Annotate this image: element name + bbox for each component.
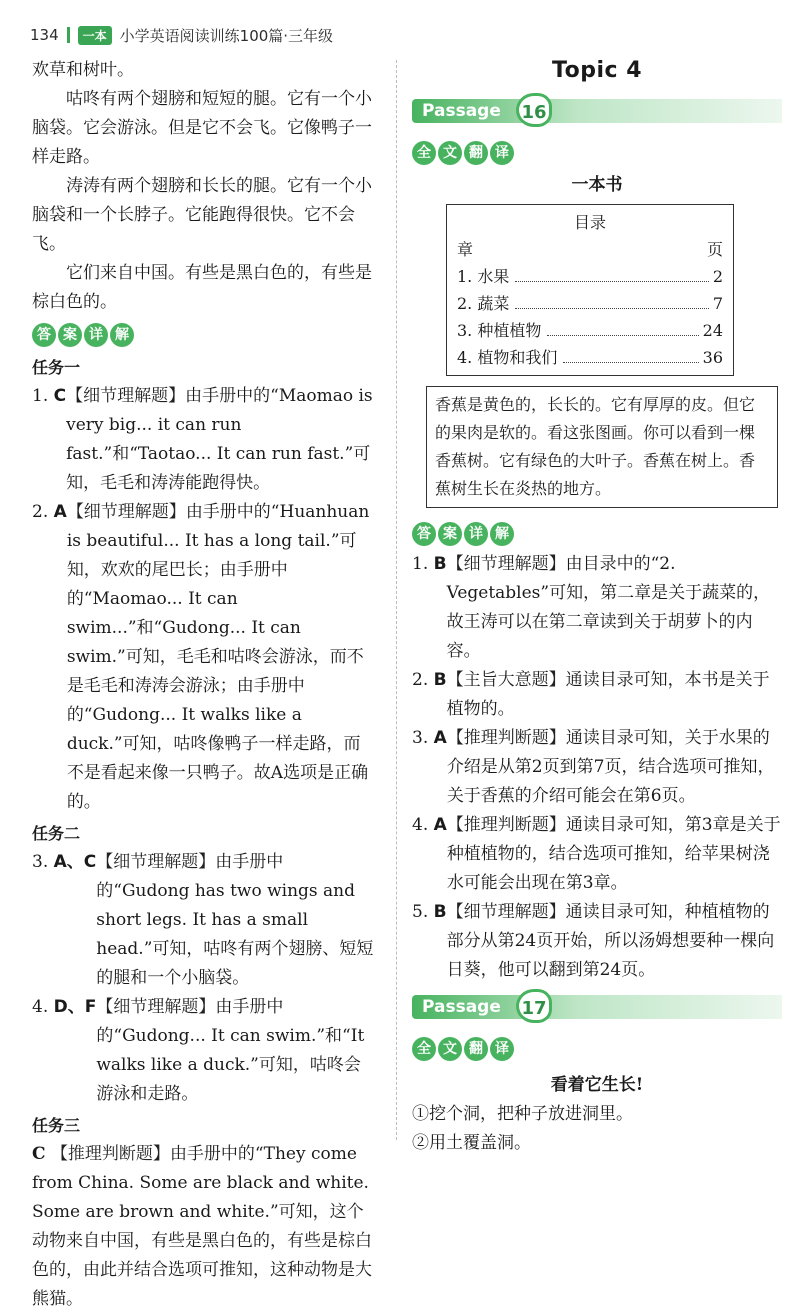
passage-16-banner bbox=[412, 93, 782, 127]
badge-char: 译 bbox=[490, 1037, 514, 1061]
book-title: 一本书 bbox=[571, 175, 623, 195]
badge-char: 翻 bbox=[464, 141, 488, 165]
question-number: 5. bbox=[412, 902, 429, 922]
question-type: 【细节理解题】 bbox=[96, 997, 216, 1017]
banana-text-box: 香蕉是黄色的，长长的。它有厚厚的皮。但它的果肉是软的。看这张图画。你可以看到一棵香蕉树。它有绿色的大叶子。香蕉在树上。香蕉树生长在炎热的地方。 bbox=[426, 386, 778, 508]
topic-heading: Topic 4 bbox=[552, 58, 642, 83]
column-divider bbox=[396, 60, 398, 1140]
explanation-text: 通读目录可知，第3章是关于种植植物的，结合选项可推知，给苹果树浇水可能会出现在第3章。 bbox=[446, 815, 781, 893]
badge-char: 案 bbox=[58, 323, 82, 347]
question-number: 4. bbox=[412, 815, 429, 835]
question-number: 3. bbox=[32, 852, 49, 872]
translation-paragraph: 咕咚有两个翅膀和短短的腿。它有一个小脑袋。它会游泳。但是它不会飞。它像鸭子一样走路。 bbox=[32, 89, 372, 167]
page-header bbox=[30, 22, 333, 48]
question-type: 【细节理解题】 bbox=[446, 902, 566, 922]
badge-char: 答 bbox=[412, 522, 436, 546]
question-type: 【细节理解题】 bbox=[66, 386, 186, 406]
table-of-contents bbox=[446, 204, 734, 376]
badge-char: 解 bbox=[490, 522, 514, 546]
explanation-text: 通读目录可知，关于水果的介绍是从第2页到第7页，结合选项可推知，关于香蕉的介绍可能会在第6页。 bbox=[446, 728, 775, 806]
toc-title: 目录 bbox=[573, 213, 606, 232]
full-translation-badge bbox=[412, 141, 514, 165]
question-type: 【细节理解题】 bbox=[96, 852, 216, 872]
toc-page-header: 页 bbox=[706, 240, 723, 259]
answer-item bbox=[412, 550, 782, 666]
header-divider bbox=[67, 27, 70, 43]
answer-letter: A bbox=[433, 815, 447, 835]
right-column bbox=[412, 56, 782, 1158]
explanation-text: 由手册中的“Maomao is very big... it can run fast.”和“Taotao... It can run fast.”可知，毛毛和涛涛能跑得快。 bbox=[66, 386, 373, 493]
question-type: 【推理判断题】 bbox=[446, 815, 566, 835]
toc-row: 3. 种植植物 24 bbox=[457, 317, 723, 344]
question-number: 2. bbox=[412, 670, 429, 690]
explanation-text: 通读目录可知，种植植物的部分从第24页开始，所以汤姆想要种一棵向日葵，他可以翻到第24页。 bbox=[446, 902, 775, 980]
answer-letter: A bbox=[53, 502, 67, 522]
answer-letter: C bbox=[53, 386, 67, 406]
brand-logo: 一本 bbox=[78, 26, 112, 45]
instruction-step: ②用土覆盖洞。 bbox=[412, 1133, 531, 1153]
toc-row: 2. 蔬菜 7 bbox=[457, 290, 723, 317]
page-number: 134 bbox=[30, 26, 59, 44]
task-heading: 任务三 bbox=[32, 1116, 81, 1135]
badge-char: 文 bbox=[438, 1037, 462, 1061]
badge-char: 详 bbox=[464, 522, 488, 546]
badge-char: 全 bbox=[412, 1037, 436, 1061]
question-number: 3. bbox=[412, 728, 429, 748]
answer-letter: A、C bbox=[53, 852, 97, 872]
explanation-text: 由手册中的“Gudong has two wings and short legs. It has a small head.”可知，咕咚有两个翅膀、短短的腿和一个小脑袋。 bbox=[96, 852, 374, 988]
answer-item bbox=[412, 898, 782, 985]
answer-letter: B bbox=[433, 670, 447, 690]
question-number: 1. bbox=[32, 386, 49, 406]
answer-item bbox=[32, 1140, 376, 1314]
task-heading: 任务二 bbox=[32, 824, 81, 843]
answer-explanation-badge bbox=[32, 323, 134, 347]
explanation-text: 由手册中的“Gudong... It can swim.”和“It walks like a duck.”可知，咕咚会游泳和走路。 bbox=[96, 997, 365, 1104]
badge-char: 答 bbox=[32, 323, 56, 347]
passage-label: Passage bbox=[422, 101, 501, 121]
passage-17-banner bbox=[412, 989, 782, 1023]
instruction-step: ①挖个洞，把种子放进洞里。 bbox=[412, 1104, 633, 1124]
question-type: 【细节理解题】 bbox=[66, 502, 186, 522]
answer-item bbox=[32, 498, 376, 817]
toc-chapter-header: 章 bbox=[457, 240, 474, 259]
question-number: 4. bbox=[32, 997, 49, 1017]
question-number: 1. bbox=[412, 554, 429, 574]
question-type: 【推理判断题】 bbox=[50, 1144, 170, 1164]
badge-char: 文 bbox=[438, 141, 462, 165]
toc-row: 4. 植物和我们 36 bbox=[457, 344, 723, 371]
answer-item bbox=[412, 811, 782, 898]
question-type: 【推理判断题】 bbox=[446, 728, 566, 748]
answer-letter: B bbox=[433, 902, 447, 922]
passage-number: 16 bbox=[516, 93, 552, 127]
badge-char: 详 bbox=[84, 323, 108, 347]
task-heading: 任务一 bbox=[32, 358, 81, 377]
translation-paragraph: 涛涛有两个翅膀和长长的腿。它有一个小脑袋和一个长脖子。它能跑得很快。它不会飞。 bbox=[32, 176, 372, 254]
full-translation-badge bbox=[412, 1037, 514, 1061]
explanation-text: 通读目录可知，本书是关于植物的。 bbox=[446, 670, 770, 719]
passage-label: Passage bbox=[422, 997, 501, 1017]
answer-item bbox=[32, 848, 376, 993]
badge-char: 翻 bbox=[464, 1037, 488, 1061]
passage-17-title: 看着它生长! bbox=[550, 1075, 644, 1095]
passage-number: 17 bbox=[516, 989, 552, 1023]
question-number: 2. bbox=[32, 502, 49, 522]
toc-row: 1. 水果 2 bbox=[457, 263, 723, 290]
answer-explanation-badge bbox=[412, 522, 514, 546]
badge-char: 案 bbox=[438, 522, 462, 546]
answer-item bbox=[412, 666, 782, 724]
badge-char: 全 bbox=[412, 141, 436, 165]
answer-item bbox=[32, 382, 376, 498]
answer-item bbox=[412, 724, 782, 811]
translation-paragraph: 欢草和树叶。 bbox=[32, 60, 134, 80]
answer-letter: D、F bbox=[53, 997, 97, 1017]
question-type: 【细节理解题】 bbox=[446, 554, 566, 574]
book-series-title: 小学英语阅读训练100篇·三年级 bbox=[119, 26, 334, 45]
explanation-text: 由手册中的“They come from China. Some are black and white. Some are brown and white.”可知，这个动物来自中国，有些是黑白色的，有些是棕白色的，由此并结合选项可推知，这种动物是大熊猫。 bbox=[32, 1144, 372, 1309]
explanation-text: 由目录中的“2. Vegetables”可知，第二章是关于蔬菜的，故王涛可以在第二章读到关于胡萝卜的内容。 bbox=[446, 554, 771, 661]
answer-letter: A bbox=[433, 728, 447, 748]
question-type: 【主旨大意题】 bbox=[446, 670, 566, 690]
answer-letter: B bbox=[433, 554, 447, 574]
answer-letter: C bbox=[32, 1144, 46, 1164]
badge-char: 解 bbox=[110, 323, 134, 347]
answer-item bbox=[32, 993, 376, 1109]
translation-paragraph: 它们来自中国。有些是黑白色的，有些是棕白色的。 bbox=[32, 263, 372, 312]
badge-char: 译 bbox=[490, 141, 514, 165]
left-column bbox=[32, 56, 376, 1314]
explanation-text: 由手册中的“Huanhuan is beautiful... It has a long tail.”可知，欢欢的尾巴长；由手册中的“Maomao... It can swim...”和“Gudong... It can swim.”可知，毛毛和咕咚会游泳，而不是毛毛和涛涛会游泳；由手册中的“Gudong... It walks like a duck.”可知，咕咚像鸭子一样走路，而不是看起来像一只鸭子。故A选项是正确的。 bbox=[66, 502, 370, 812]
